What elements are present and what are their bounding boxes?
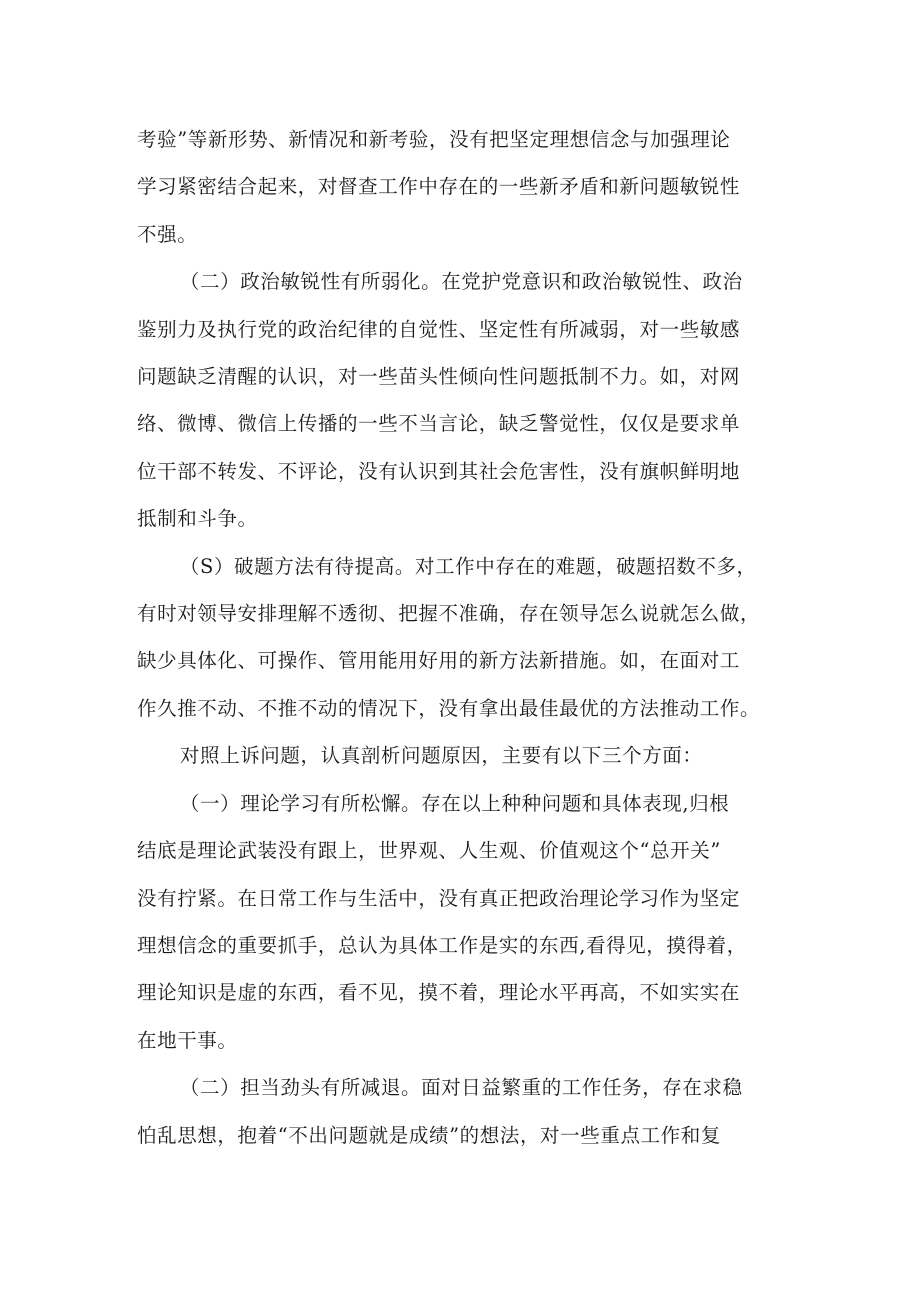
text-line: 结底是理论武装没有跟上，世界观、人生观、价值观这个“总开关” [137,839,721,863]
text-line: 学习紧密结合起来，对督查工作中存在的一些新矛盾和新问题敏锐性 [137,175,741,199]
text-line: 对照上诉问题，认真剖析问题原因，主要有以下三个方面： [179,744,703,768]
text-line: 不强。 [137,222,198,246]
text-line: 怕乱思想，抱着“不出问题就是成绩”的想法，对一些重点工作和复 [137,1123,721,1147]
text-line: 抵制和斗争。 [137,507,258,531]
paragraph-cause-analysis-intro [137,732,789,779]
text-line: （二）担当劲头有所减退。面对日益繁重的工作任务，存在求稳 [179,1076,743,1100]
paragraph-problem-solving-methods [137,543,789,733]
text-line: （一）理论学习有所松懈。存在以上种种问题和具体表现,归根 [179,791,730,815]
paragraph-political-sensitivity [137,258,789,542]
text-line: 没有拧紧。在日常工作与生活中，没有真正把政治理论学习作为坚定 [137,886,741,910]
text-line: 考验”等新形势、新情况和新考验，没有把坚定理想信念与加强理论 [137,128,731,151]
document-body [137,116,789,1159]
text-line: 问题缺乏清醒的认识，对一些苗头性倾向性问题抵制不力。如，对网 [137,365,741,389]
text-line: 络、微博、微信上传播的一些不当言论，缺乏警觉性，仅仅是要求单 [137,412,741,436]
text-line: 鉴别力及执行党的政治纪律的自觉性、坚定性有所减弱，对一些敏感 [137,317,741,341]
paragraph-continued-verification [137,116,789,258]
text-line: （S）破题方法有待提高。对工作中存在的难题，破题招数不多， [179,554,757,578]
text-line: 在地干事。 [137,1028,238,1052]
text-line: 有时对领导安排理解不透彻、把握不准确，存在领导怎么说就怎么做， [137,602,761,626]
paragraph-responsibility-drive [137,1064,789,1159]
text-line: 缺少具体化、可操作、管用能用好用的新方法新措施。如，在面对工 [137,649,741,673]
text-line: 作久推不动、不推不动的情况下，没有拿出最佳最优的方法推动工作。 [137,696,761,720]
text-line: （二）政治敏锐性有所弱化。在党护党意识和政治敏锐性、政治 [179,270,743,294]
paragraph-theory-study [137,780,789,1064]
text-line: 理想信念的重要抓手，总认为具体工作是实的东西,看得见，摸得着， [137,933,747,957]
text-line: 位干部不转发、不评论，没有认识到其社会危害性，没有旗帜鲜明地 [137,459,741,483]
text-line: 理论知识是虚的东西，看不见，摸不着，理论水平再高，不如实实在 [137,981,741,1005]
